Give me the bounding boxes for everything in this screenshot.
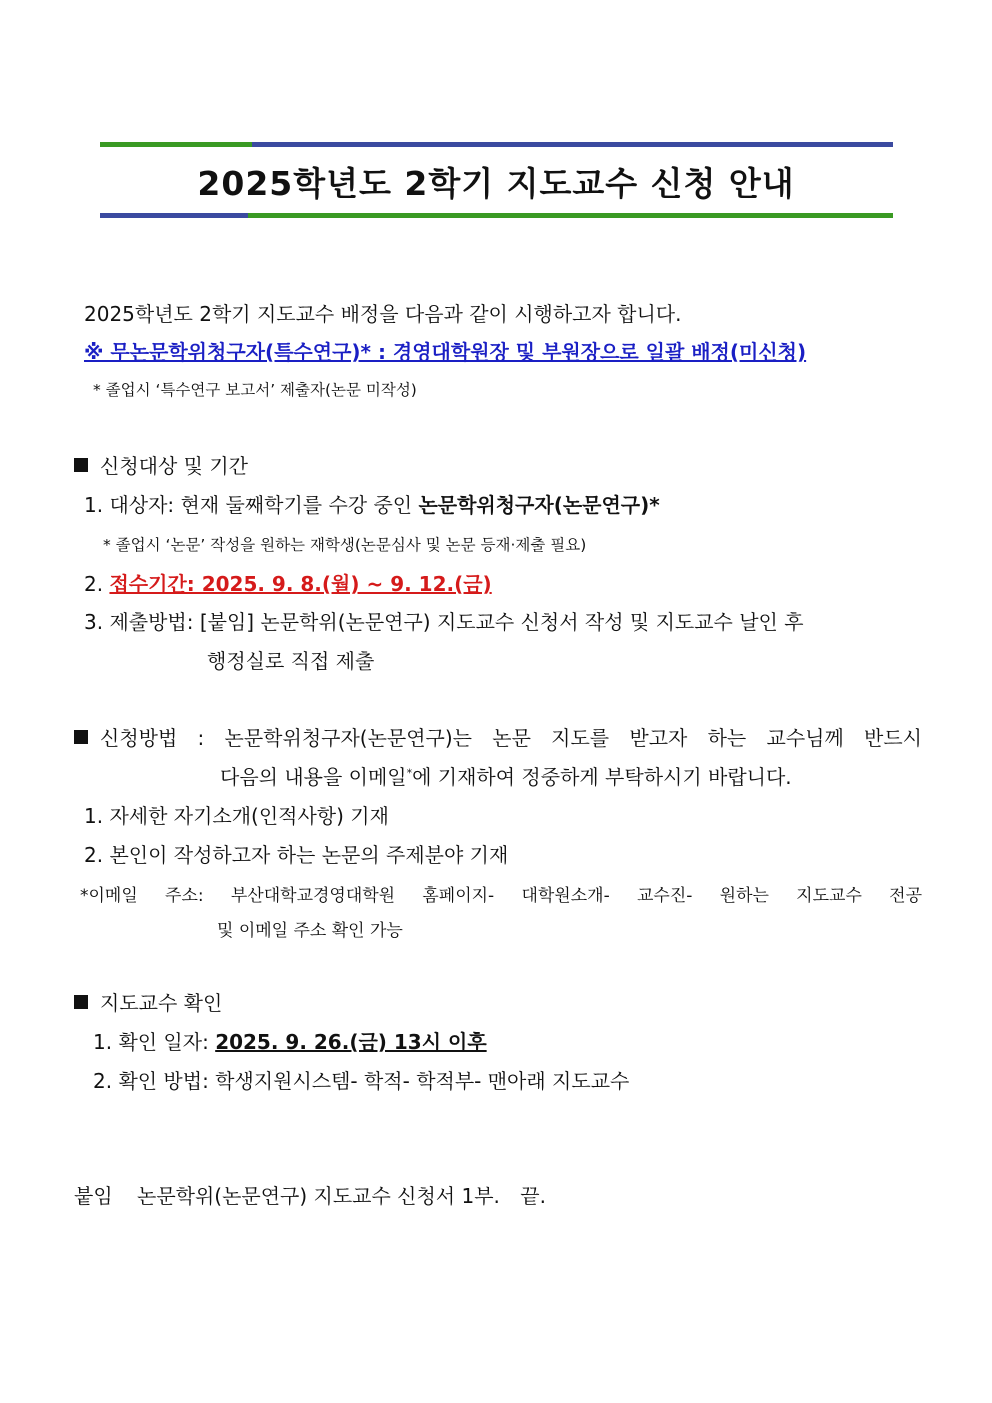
section1-item2 xyxy=(84,568,492,597)
section3-item1-prefix: 1. 확인 일자: xyxy=(93,1030,216,1054)
page-title: 2025학년도 2학기 지도교수 신청 안내 xyxy=(197,164,795,203)
application-period: 접수기간: 2025. 9. 8.(월) ~ 9. 12.(금) xyxy=(109,572,492,596)
attachment-line xyxy=(74,1180,546,1209)
square-bullet-icon xyxy=(74,995,88,1009)
section2-item2: 2. 본인이 작성하고자 하는 논문의 주제분야 기재 xyxy=(84,843,509,867)
section1-item3-line1: 3. 제출방법: [붙임] 논문학위(논문연구) 지도교수 신청서 작성 및 지도교수 날인 후 xyxy=(84,610,804,634)
section3-heading xyxy=(74,987,222,1016)
title-top-bar-green xyxy=(100,142,252,147)
attachment-end: 끝. xyxy=(520,1184,546,1208)
section2-heading xyxy=(74,722,922,751)
section1-heading-text: 신청대상 및 기간 xyxy=(100,454,248,478)
footnote-marker: * xyxy=(406,766,413,780)
section2-heading-line1: 신청방법 : 논문학위청구자(논문연구)는 논문 지도를 받고자 하는 교수님께 반드시 xyxy=(100,726,922,750)
section1-item1-bold: 논문학위청구자(논문연구)* xyxy=(418,493,660,517)
section1-item1-footnote: * 졸업시 ‘논문’ 작성을 원하는 재학생(논문심사 및 논문 등재·제출 필요) xyxy=(103,536,587,554)
title-top-bar-navy xyxy=(252,142,893,147)
section1-heading xyxy=(74,450,248,479)
section1-item3-line2: 행정실로 직접 제출 xyxy=(207,649,375,673)
intro-line: 2025학년도 2학기 지도교수 배정을 다음과 같이 시행하고자 합니다. xyxy=(84,302,682,326)
confirmation-date: 2025. 9. 26.(금) 13시 이후 xyxy=(215,1030,487,1054)
notice-line: ※ 무논문학위청구자(특수연구)* : 경영대학원장 및 부원장으로 일괄 배정(미신청) xyxy=(84,340,807,364)
notice-footnote: * 졸업시 ‘특수연구 보고서’ 제출자(논문 미작성) xyxy=(93,381,417,399)
title-bottom-bar-green xyxy=(248,213,893,218)
email-note-line2: 및 이메일 주소 확인 가능 xyxy=(217,921,403,941)
section3-heading-text: 지도교수 확인 xyxy=(100,991,223,1015)
section2-heading-line2 xyxy=(220,761,792,790)
section1-item1 xyxy=(84,489,660,518)
section2-heading-line2-a: 다음의 내용을 이메일 xyxy=(220,765,407,789)
section2-heading-line2-b: 에 기재하여 정중하게 부탁하시기 바랍니다. xyxy=(412,765,792,789)
attachment-label: 붙임 xyxy=(74,1184,113,1208)
title-bottom-bar-navy xyxy=(100,213,248,218)
square-bullet-icon xyxy=(74,730,88,744)
attachment-text: 논문학위(논문연구) 지도교수 신청서 1부. xyxy=(137,1184,500,1208)
section1-item1-prefix: 1. 대상자: 현재 둘째학기를 수강 중인 xyxy=(84,493,419,517)
section1-item2-number: 2. xyxy=(84,572,104,596)
square-bullet-icon xyxy=(74,458,88,472)
email-note-line1: *이메일 주소: 부산대학교경영대학원 홈페이지- 대학원소개- 교수진- 원하는 지도교수 전공 xyxy=(80,886,922,906)
section3-item1 xyxy=(93,1026,487,1055)
section3-item2: 2. 확인 방법: 학생지원시스템- 학적- 학적부- 맨아래 지도교수 xyxy=(93,1069,630,1093)
section2-item1: 1. 자세한 자기소개(인적사항) 기재 xyxy=(84,804,389,828)
